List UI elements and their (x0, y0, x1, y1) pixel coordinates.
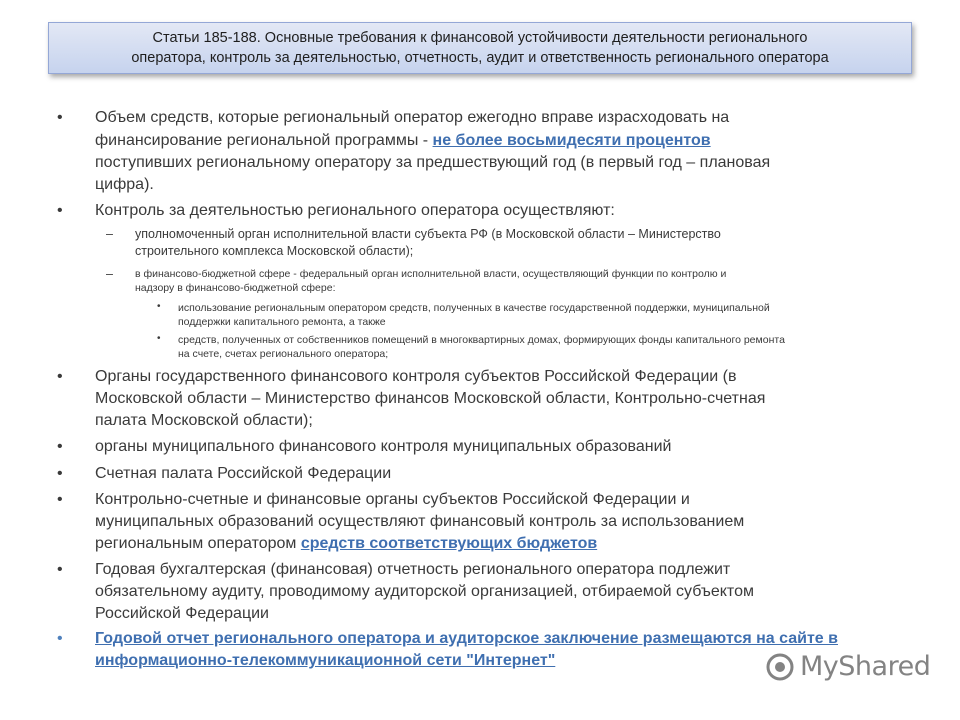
bullet-icon: • (157, 301, 161, 312)
watermark-text: MyShared (800, 651, 931, 682)
dash-icon: – (106, 267, 113, 281)
item-text: Контроль за деятельностью регионального оператора осуществляют: (95, 202, 615, 219)
limit-link[interactable]: не более восьмидесяти процентов (432, 132, 711, 149)
bullet-icon: • (57, 491, 63, 508)
title-banner (48, 22, 912, 74)
item-text: органы муниципального финансового контроля муниципальных образований (95, 438, 672, 455)
sub-item-text: строительного комплекса Московской области); (135, 244, 414, 258)
bullet-icon: • (57, 202, 63, 219)
sub-sub-item-text: использование региональным оператором средств, полученных в качестве государственной поддержки, муниципальной (178, 302, 770, 314)
bullet-icon: • (57, 561, 63, 578)
sub-item-text: уполномоченный орган исполнительной власти субъекта РФ (в Московской области – Министерство (135, 227, 721, 241)
sub-sub-item-text: поддержки капитального ремонта, а также (178, 316, 386, 328)
item-text-part: финансирование региональной программы - (95, 132, 433, 149)
bullet-icon: • (57, 109, 63, 126)
item-text (95, 130, 711, 152)
bullet-icon: • (157, 333, 161, 344)
item-text: Объем средств, которые региональный оператор ежегодно вправе израсходовать на (95, 109, 730, 126)
item-text: поступивших региональному оператору за предшествующий год (в первый год – плановая (95, 154, 771, 171)
item-text: цифра). (95, 176, 154, 193)
sub-sub-item-text: на счете, счетах регионального оператора; (178, 348, 389, 360)
item-link-line (95, 650, 555, 672)
page-title (131, 28, 828, 68)
report-link[interactable]: Годовой отчет регионального оператора и аудиторское заключение размещаются на сайте в (95, 630, 838, 647)
item-text: Органы государственного финансового контроля субъектов Российской Федерации (в (95, 368, 737, 385)
bullet-icon: • (57, 368, 63, 385)
sub-item-text: надзору в финансово-бюджетной сфере: (135, 282, 336, 294)
item-text: Счетная палата Российской Федерации (95, 465, 392, 482)
bullet-icon: • (57, 465, 63, 482)
report-link[interactable]: информационно-телекоммуникационной сети "Интернет" (95, 652, 556, 669)
title-line-1: Статьи 185-188. Основные требования к финансовой устойчивости деятельности регионального (152, 30, 808, 46)
dash-icon: – (106, 227, 113, 241)
item-text-part: региональным оператором (95, 535, 301, 552)
item-text: палата Московской области); (95, 412, 313, 429)
item-link-line (95, 628, 838, 650)
budgets-link[interactable]: средств соответствующих бюджетов (300, 535, 598, 552)
sub-item-text: в финансово-бюджетной сфере - федеральный орган исполнительной власти, осуществляющий функции по контролю и (135, 268, 727, 280)
bullet-icon: • (57, 630, 63, 647)
item-text: обязательному аудиту, проводимому аудиторской организацией, отбираемой субъектом (95, 583, 754, 600)
item-text: муниципальных образований осуществляют финансовый контроль за использованием (95, 513, 745, 530)
title-line-2: оператора, контроль за деятельностью, отчетность, аудит и ответственность регионального оператора (131, 50, 829, 66)
item-text: Московской области – Министерство финансов Московской области, Контрольно-счетная (95, 390, 766, 407)
bullet-icon: • (57, 438, 63, 455)
sub-sub-item-text: средств, полученных от собственников помещений в многоквартирных домах, формирующих фонды капитального ремонта (178, 334, 785, 346)
item-text: Годовая бухгалтерская (финансовая) отчетность регионального оператора подлежит (95, 561, 731, 578)
item-text: Российской Федерации (95, 605, 269, 622)
myshared-logo-icon (766, 653, 794, 681)
myshared-watermark (766, 652, 930, 682)
item-text (95, 533, 597, 555)
item-text: Контрольно-счетные и финансовые органы субъектов Российской Федерации и (95, 491, 690, 508)
